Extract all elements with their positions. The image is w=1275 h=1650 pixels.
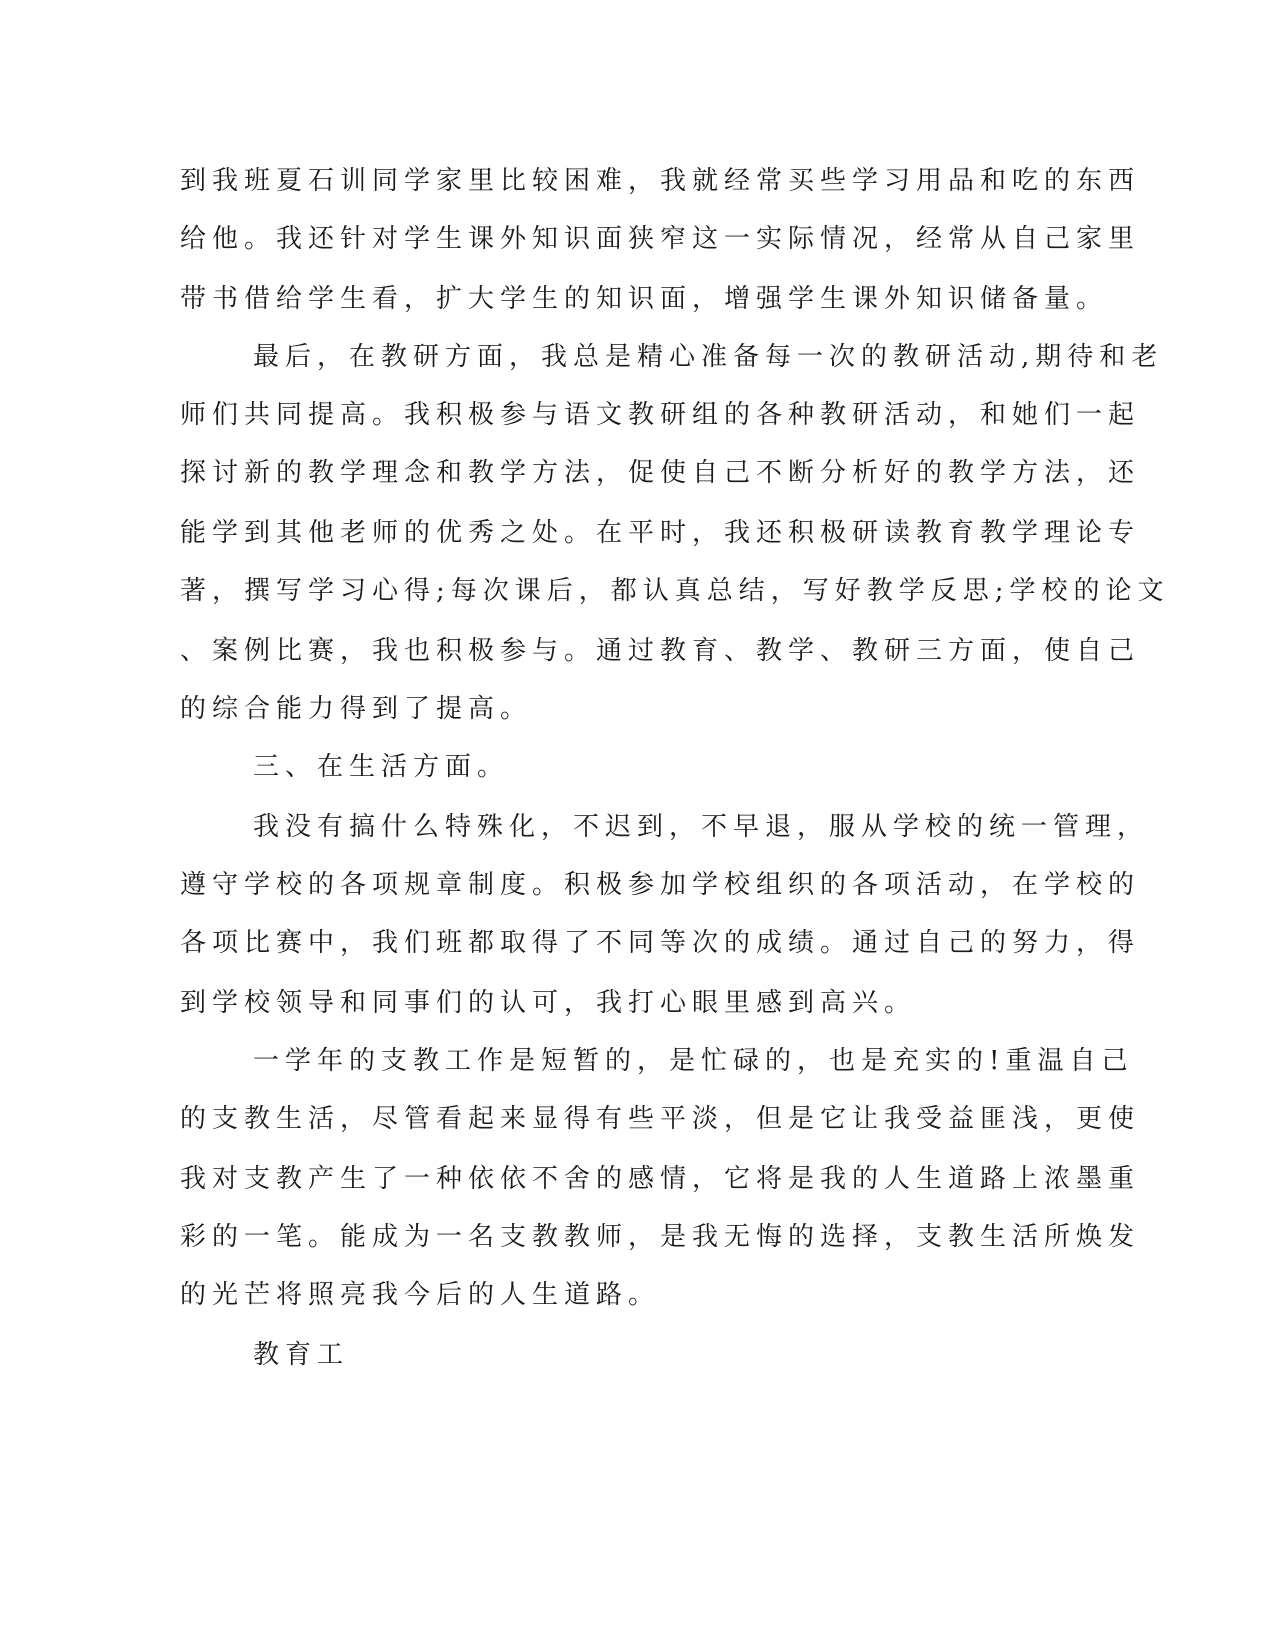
section-heading: 三、在生活方面。 bbox=[253, 752, 510, 782]
text-line: 给他。我还针对学生课外知识面狭窄这一实际情况，经常从自己家里 bbox=[180, 224, 1141, 254]
text-line: 彩的一笔。能成为一名支教教师，是我无悔的选择，支教生活所焕发 bbox=[180, 1222, 1141, 1252]
text-line: 一学年的支教工作是短暂的，是忙碌的，也是充实的!重温自己 bbox=[253, 1046, 1134, 1076]
text-line: 著，撰写学习心得;每次课后，都认真总结，写好教学反思;学校的论文 bbox=[180, 576, 1170, 606]
text-line: 我对支教产生了一种依依不舍的感情，它将是我的人生道路上浓墨重 bbox=[180, 1164, 1141, 1194]
text-line: 最后，在教研方面，我总是精心准备每一次的教研活动,期待和老 bbox=[253, 342, 1164, 372]
text-line: 的综合能力得到了提高。 bbox=[180, 694, 533, 724]
text-line: 的支教生活，尽管看起来显得有些平淡，但是它让我受益匪浅，更使 bbox=[180, 1104, 1141, 1134]
text-line: 的光芒将照亮我今后的人生道路。 bbox=[180, 1280, 661, 1310]
text-line: 师们共同提高。我积极参与语文教研组的各种教研活动，和她们一起 bbox=[180, 400, 1141, 430]
text-line: 我没有搞什么特殊化，不迟到，不早退，服从学校的统一管理， bbox=[253, 812, 1150, 842]
text-line: 教育工 bbox=[253, 1340, 350, 1370]
text-line: 、案例比赛，我也积极参与。通过教育、教学、教研三方面，使自己 bbox=[180, 636, 1141, 666]
text-line: 到我班夏石训同学家里比较困难，我就经常买些学习用品和吃的东西 bbox=[180, 166, 1141, 196]
text-line: 遵守学校的各项规章制度。积极参加学校组织的各项活动，在学校的 bbox=[180, 870, 1141, 900]
text-line: 能学到其他老师的优秀之处。在平时，我还积极研读教育教学理论专 bbox=[180, 518, 1141, 548]
text-line: 带书借给学生看，扩大学生的知识面，增强学生课外知识储备量。 bbox=[180, 284, 1109, 314]
text-line: 探讨新的教学理念和教学方法，促使自己不断分析好的教学方法，还 bbox=[180, 458, 1141, 488]
text-line: 各项比赛中，我们班都取得了不同等次的成绩。通过自己的努力，得 bbox=[180, 928, 1141, 958]
text-line: 到学校领导和同事们的认可，我打心眼里感到高兴。 bbox=[180, 988, 917, 1018]
